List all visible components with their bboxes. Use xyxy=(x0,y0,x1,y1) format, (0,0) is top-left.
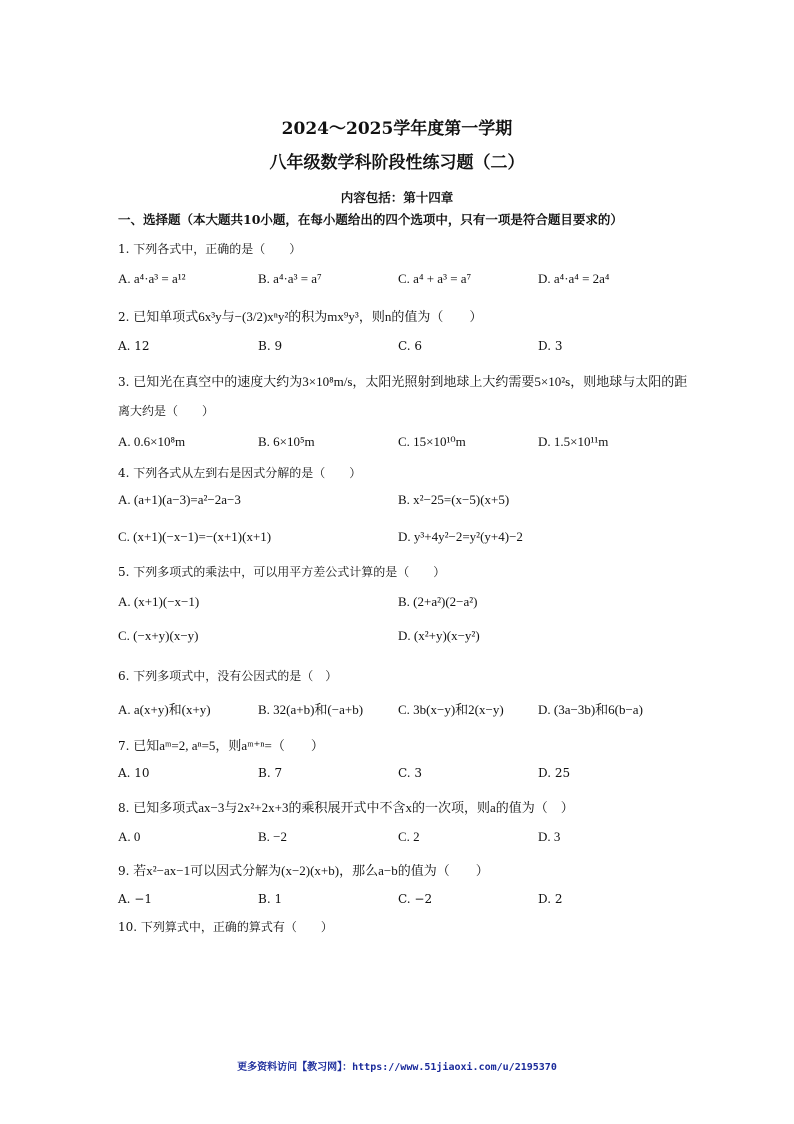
option-a: A. 0.6×10⁸m xyxy=(118,434,186,449)
question-9 xyxy=(118,860,489,879)
question-number: 1. xyxy=(118,242,130,256)
option-d: D. 1.5×10¹¹m xyxy=(538,434,609,449)
exam-title: 八年级数学科阶段性练习题（二） xyxy=(269,153,525,173)
question-number: 8. xyxy=(118,801,130,815)
option-a: A. a(x+y)和(x+y) xyxy=(118,702,211,717)
option-a: A. −1 xyxy=(118,892,152,906)
option-d: D. 2 xyxy=(538,892,563,906)
option-a: A. 10 xyxy=(118,766,150,780)
option-d: D. 3 xyxy=(538,339,563,353)
option-b: B. x²−25=(x−5)(x+5) xyxy=(398,492,510,507)
question-stem: 下列各式从左到右是因式分解的是（ ） xyxy=(133,466,362,480)
option-a: A. a⁴·a³ = a¹² xyxy=(118,271,186,286)
option-b: B. 1 xyxy=(258,892,283,906)
question-7 xyxy=(118,735,324,754)
question-1 xyxy=(118,240,301,257)
exam-scope: 内容包括：第十四章 xyxy=(340,190,454,205)
question-10 xyxy=(118,918,333,935)
question-number: 9. xyxy=(118,864,130,878)
option-b: B. a⁴·a³ = a⁷ xyxy=(258,271,322,286)
question-3 xyxy=(118,371,687,390)
question-number: 4. xyxy=(118,466,130,480)
option-d: D. (x²+y)(x−y²) xyxy=(398,628,480,643)
question-3-stem-continued: 离大约是（ ） xyxy=(118,404,215,418)
question-number: 10. xyxy=(118,920,138,934)
question-5 xyxy=(118,563,445,580)
footer-link[interactable]: 更多资料访问【教习网】：https://www.51jiaoxi.com/u/2195370 xyxy=(237,1062,557,1073)
option-d: D. a⁴·a⁴ = 2a⁴ xyxy=(538,271,610,286)
exam-title-year: 2024～2025学年度第一学期 xyxy=(281,119,513,139)
option-d: D. 3 xyxy=(538,829,561,844)
question-8 xyxy=(118,797,574,816)
option-c: C. (x+1)(−x−1)=−(x+1)(x+1) xyxy=(118,529,272,544)
question-stem: 若x²−ax−1可以因式分解为(x−2)(x+b)，那么a−b的值为（ ） xyxy=(133,863,489,878)
question-stem: 已知光在真空中的速度大约为3×10⁸m/s，太阳光照射到地球上大约需要5×10²s，则地球与太阳的距 xyxy=(133,374,688,389)
question-number: 3. xyxy=(118,375,130,389)
question-number: 2. xyxy=(118,310,130,324)
question-number: 7. xyxy=(118,739,130,753)
option-b: B. 32(a+b)和(−a+b) xyxy=(258,702,364,717)
question-stem: 下列各式中，正确的是（ ） xyxy=(133,242,302,256)
section-heading: 一、选择题（本大题共10小题，在每小题给出的四个选项中，只有一项是符合题目要求的） xyxy=(118,212,623,227)
question-6 xyxy=(118,667,337,684)
option-b: B. −2 xyxy=(258,829,288,844)
question-stem: 下列多项式的乘法中，可以用平方差公式计算的是（ ） xyxy=(133,565,446,579)
question-stem: 已知aᵐ=2, aⁿ=5，则aᵐ⁺ⁿ=（ ） xyxy=(133,738,324,753)
question-4 xyxy=(118,464,361,481)
question-stem: 下列多项式中，没有公因式的是（ ） xyxy=(133,669,338,683)
option-b: B. 7 xyxy=(258,766,283,780)
question-stem: 已知单项式6x³y与−(3/2)xⁿy²的积为mx⁹y³，则n的值为（ ） xyxy=(133,309,483,324)
option-c: C. a⁴ + a³ = a⁷ xyxy=(398,271,472,286)
question-stem: 下列算式中，正确的算式有（ ） xyxy=(140,920,333,934)
option-d: D. (3a−3b)和6(b−a) xyxy=(538,702,643,717)
option-b: B. 9 xyxy=(258,339,283,353)
option-d: D. y³+4y²−2=y²(y+4)−2 xyxy=(398,529,523,544)
option-a: A. (a+1)(a−3)=a²−2a−3 xyxy=(118,492,241,507)
option-c: C. 2 xyxy=(398,829,420,844)
option-c: C. (−x+y)(x−y) xyxy=(118,628,199,643)
option-d: D. 25 xyxy=(538,766,571,780)
option-b: B. (2+a²)(2−a²) xyxy=(398,594,478,609)
question-number: 5. xyxy=(118,565,130,579)
option-a: A. 12 xyxy=(118,339,150,353)
option-a: A. (x+1)(−x−1) xyxy=(118,594,200,609)
option-a: A. 0 xyxy=(118,829,141,844)
question-stem: 已知多项式ax−3与2x²+2x+3的乘积展开式中不含x的一次项，则a的值为（ ） xyxy=(133,800,574,815)
option-c: C. 3b(x−y)和2(x−y) xyxy=(398,702,504,717)
option-c: C. 3 xyxy=(398,766,423,780)
option-b: B. 6×10⁵m xyxy=(258,434,315,449)
question-number: 6. xyxy=(118,669,130,683)
option-c: C. 6 xyxy=(398,339,423,353)
option-c: C. −2 xyxy=(398,892,433,906)
option-c: C. 15×10¹⁰m xyxy=(398,434,466,449)
question-2 xyxy=(118,306,482,325)
